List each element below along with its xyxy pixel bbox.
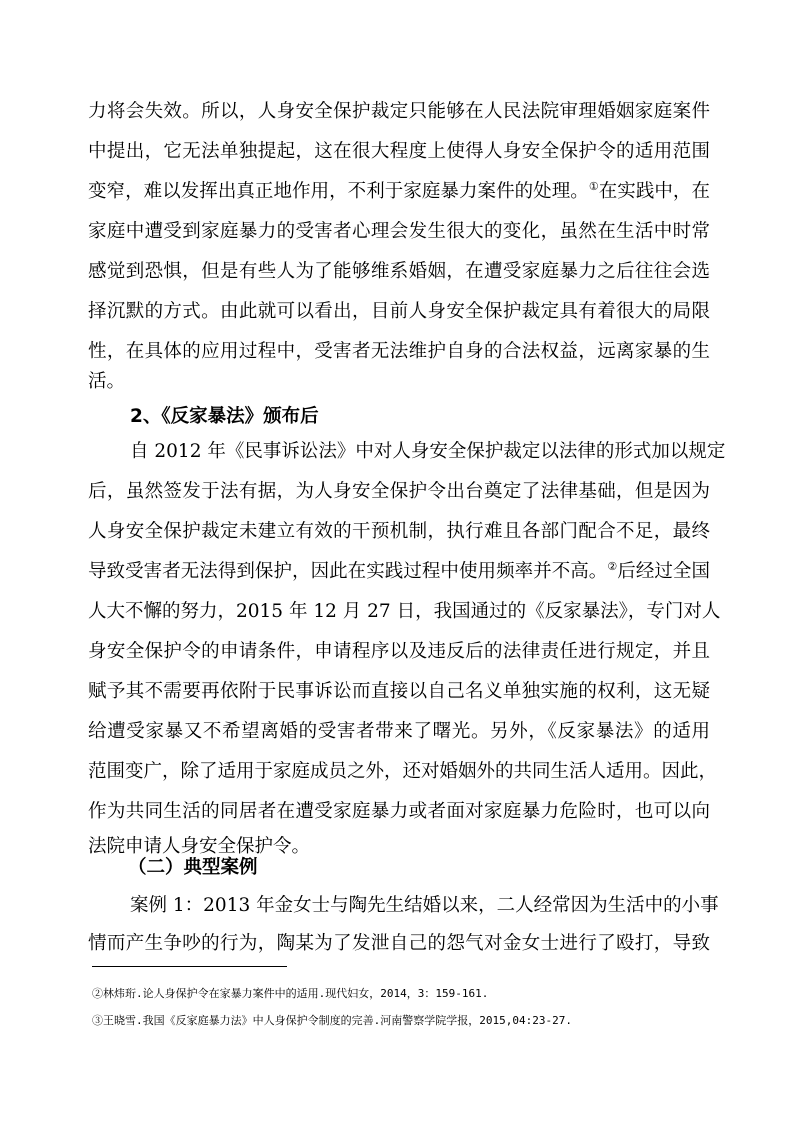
footnote-ref: ② <box>607 560 618 573</box>
body-line: 变窄，难以发挥出真正地作用，不利于家庭暴力案件的处理。①在实践中，在 <box>88 180 710 202</box>
body-line: 力将会失效。所以，人身安全保护裁定只能够在人民法院审理婚姻家庭案件 <box>88 101 710 122</box>
body-line: 中提出，它无法单独提起，这在很大程度上使得人身安全保护令的适用范围 <box>88 141 710 162</box>
body-line: 人大不懈的努力，2015 年 12 月 27 日，我国通过的《反家暴法》，专门对人 <box>88 601 721 622</box>
section-heading: （二）典型案例 <box>128 857 258 878</box>
body-line: 导致受害者无法得到保护，因此在实践过程中使用频率并不高。②后经过全国 <box>88 560 710 582</box>
body-line: 法院申请人身安全保护令。 <box>88 836 311 857</box>
body-line: 性，在具体的应用过程中，受害者无法维护自身的合法权益，远离家暴的生 <box>88 341 710 362</box>
footnote: ②林炜珩.论人身保护令在家暴力案件中的适用.现代妇女，2014，3：159-161. <box>92 987 489 1000</box>
body-line: 作为共同生活的同居者在遭受家庭暴力或者面对家庭暴力危险时，也可以向 <box>88 801 710 822</box>
body-line: 感觉到恐惧，但是有些人为了能够维系婚姻，在遭受家庭暴力之后往往会选 <box>88 261 710 282</box>
body-line: 自 2012 年《民事诉讼法》中对人身安全保护裁定以法律的形式加以规定 <box>130 441 726 462</box>
body-line: 情而产生争吵的行为，陶某为了发泄自己的怨气对金女士进行了殴打，导致 <box>88 933 710 954</box>
body-line: 择沉默的方式。由此就可以看出，目前人身安全保护裁定具有着很大的局限 <box>88 301 710 322</box>
body-line: 人身安全保护裁定未建立有效的干预机制，执行难且各部门配合不足，最终 <box>88 521 710 542</box>
body-line: 给遭受家暴又不希望离婚的受害者带来了曙光。另外，《反家暴法》的适用 <box>88 721 710 742</box>
body-line: 后，虽然签发于法有据，为人身安全保护令出台奠定了法律基础，但是因为 <box>88 481 710 502</box>
body-line: 案例 1：2013 年金女士与陶先生结婚以来，二人经常因为生活中的小事 <box>130 895 719 916</box>
body-line: 活。 <box>88 371 126 392</box>
body-line: 家庭中遭受到家庭暴力的受害者心理会发生很大的变化，虽然在生活中时常 <box>88 221 710 242</box>
footnote: ③王晓雪.我国《反家庭暴力法》中人身保护令制度的完善.河南警察学院学报，2015,04:23-27. <box>92 1014 572 1027</box>
footnote-separator <box>92 966 287 967</box>
body-line: 范围变广，除了适用于家庭成员之外，还对婚姻外的共同生活人适用。因此， <box>88 761 718 782</box>
footnote-ref: ① <box>588 180 599 193</box>
body-line: 身安全保护令的申请条件，申请程序以及违反后的法律责任进行规定，并且 <box>88 641 710 662</box>
body-line: 赋予其不需要再依附于民事诉讼而直接以自己名义单独实施的权利，这无疑 <box>88 681 710 702</box>
section-heading: 2、《反家暴法》颁布后 <box>130 406 319 427</box>
